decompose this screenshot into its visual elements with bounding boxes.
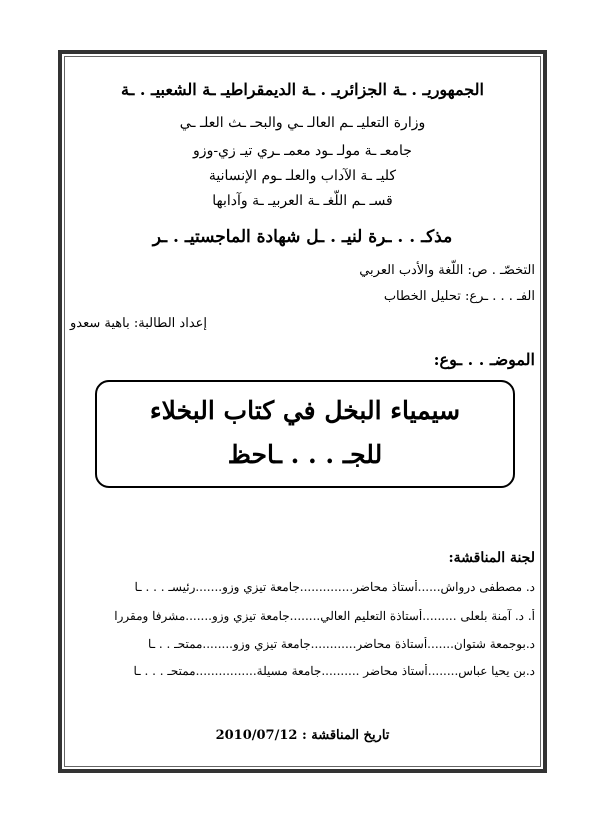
committee-member: د.بوجمعة شتوان.......أستاذة محاضر............جامعة تيزي وزو........ممتحـ . . ـا <box>147 637 535 651</box>
university-heading: جامعـ ـة مولـ ـود معمـ ـري تيـ زي-وزو <box>193 143 412 159</box>
specialty: التخصّـ . ص: اللّغة والأدب العربي <box>359 263 535 278</box>
department-heading: قسـ ـم اللّغـ ـة العربيـ ـة وآدابها <box>212 193 393 209</box>
committee-label: لجنة المناقشة: <box>448 550 535 566</box>
ministry-heading: وزارة التعليـ ـم العالـ ـي والبحـ ـث العلـ ـي <box>179 115 426 131</box>
thesis-type: مذكـ . . ـرة لنيـ . ـل شهادة الماجستيـ . ـر <box>152 227 453 247</box>
thesis-title-box <box>95 380 515 488</box>
topic-label: الموضـ . . ـوع: <box>433 350 535 369</box>
republic-heading: الجمهوريـ . ـة الجزائريـ . ـة الديمقراطيـ ـة الشعبيـ . ـة <box>121 80 484 99</box>
branch: الفـ . . . ـرع: تحليل الخطاب <box>383 289 535 304</box>
committee-member: د. مصطفى درواش......أستاذ محاضر..............جامعة تيزي وزو.......رئيسـ . . . ـا <box>134 580 535 594</box>
defense-date: تاريخ المناقشة : 2010/07/12 <box>215 728 390 743</box>
committee-member: أ. د. آمنة بلعلى .........أستاذة التعليم العالي........جامعة تيزي وزو.......مشرفا ومقررا <box>114 609 535 623</box>
thesis-title-line-1: سيمياء البخل في كتاب البخلاء <box>149 396 461 425</box>
thesis-title-line-2: للجـ . . . ـاحظ <box>227 440 383 469</box>
committee-member: د.بن يحيا عباس........أستاذ محاضر ..........جامعة مسيلة................ممتحـ . . . ـا <box>133 664 535 678</box>
student-name: إعداد الطالبة: باهية سعدو <box>70 316 208 331</box>
faculty-heading: كليـ ـة الآداب والعلـ ـوم الإنسانية <box>208 168 397 184</box>
